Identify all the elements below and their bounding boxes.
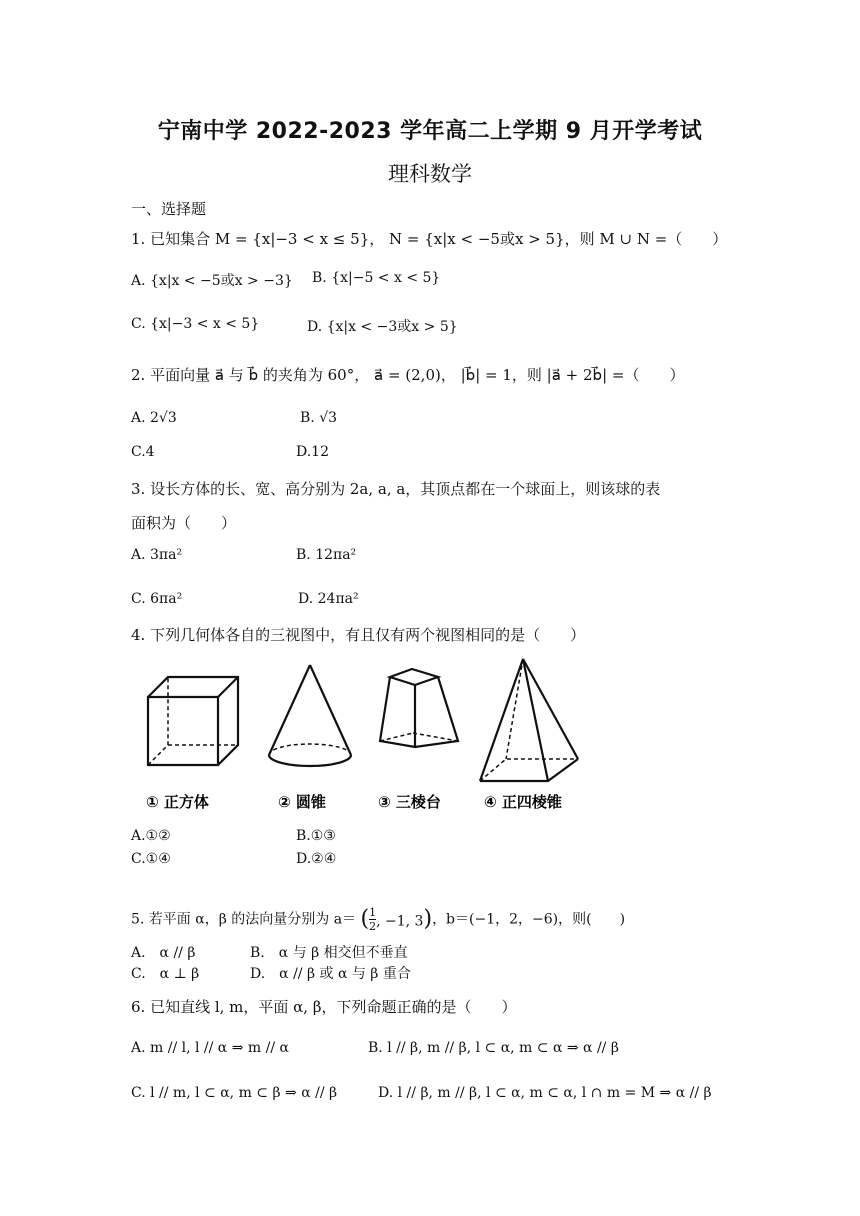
cone-drawing bbox=[269, 665, 351, 766]
section-heading: 一、选择题 bbox=[131, 200, 207, 218]
figure-label-cone: ② 圆锥 bbox=[278, 793, 326, 811]
question-1-option-d: D. {x|x < −3或x > 5} bbox=[307, 319, 458, 335]
question-4-option-c: C.①④ bbox=[131, 851, 171, 867]
question-1-option-c: C. {x|−3 < x < 5} bbox=[131, 316, 260, 332]
figure-label-frustum: ③ 三棱台 bbox=[378, 793, 441, 811]
question-5-option-b: B. α 与 β 相交但不垂直 bbox=[250, 945, 408, 961]
square-pyramid-drawing bbox=[480, 659, 578, 781]
question-5-vector-rest: , −1, 3 bbox=[376, 913, 424, 930]
question-1-option-a: A. {x|x < −5或x > −3} bbox=[131, 273, 293, 289]
frustum-drawing bbox=[380, 669, 458, 747]
question-5-frac-num: 1 bbox=[369, 906, 377, 919]
question-2-stem: 2. 平面向量 a⃗ 与 b⃗ 的夹角为 60°， a⃗ = (2,0)， |b⃗| = 1，则 |a⃗ + 2b⃗| =（ ） bbox=[131, 366, 685, 384]
question-2-option-a: A. 2√3 bbox=[131, 410, 177, 426]
cube-drawing bbox=[148, 677, 238, 765]
question-3-option-b: B. 12πa² bbox=[296, 547, 357, 563]
question-2-option-c: C.4 bbox=[131, 444, 155, 460]
exam-subtitle: 理科数学 bbox=[388, 162, 472, 186]
question-5-stem-post: ，b＝(−1，2，−6)，则( ) bbox=[432, 911, 626, 928]
figure-label-cube: ① 正方体 bbox=[146, 793, 209, 811]
question-4-option-b: B.①③ bbox=[296, 828, 336, 844]
solids-figure bbox=[128, 655, 598, 815]
question-3-stem-line2: 面积为（ ） bbox=[131, 514, 237, 532]
question-5-option-a: A. α // β bbox=[131, 945, 196, 961]
question-5-frac-den: 2 bbox=[369, 920, 377, 933]
question-5-stem bbox=[131, 906, 625, 933]
question-6-option-a: A. m // l, l // α ⇒ m // α bbox=[131, 1040, 289, 1056]
question-1-option-b: B. {x|−5 < x < 5} bbox=[312, 270, 441, 286]
question-4-option-a: A.①② bbox=[131, 828, 171, 844]
question-3-stem-line1: 3. 设长方体的长、宽、高分别为 2a, a, a，其顶点都在一个球面上，则该球的表 bbox=[131, 480, 661, 498]
figure-label-pyramid: ④ 正四棱锥 bbox=[484, 793, 562, 811]
question-2-option-b: B. √3 bbox=[300, 410, 338, 426]
question-6-option-b: B. l // β, m // β, l ⊂ α, m ⊂ α ⇒ α // β bbox=[368, 1040, 619, 1056]
question-6-stem: 6. 已知直线 l, m，平面 α, β，下列命题正确的是（ ） bbox=[131, 998, 517, 1016]
question-1-stem: 1. 已知集合 M = {x|−3 < x ≤ 5}， N = {x|x < −5或x > 5}，则 M ∪ N =（ ） bbox=[131, 230, 728, 248]
question-3-option-c: C. 6πa² bbox=[131, 591, 183, 607]
question-4-stem: 4. 下列几何体各自的三视图中，有且仅有两个视图相同的是（ ） bbox=[131, 626, 586, 644]
question-6-option-c: C. l // m, l ⊂ α, m ⊂ β ⇒ α // β bbox=[131, 1085, 338, 1101]
question-3-option-a: A. 3πa² bbox=[131, 547, 183, 563]
question-6-option-d: D. l // β, m // β, l ⊂ α, m ⊂ α, l ∩ m = M ⇒ α // β bbox=[378, 1085, 712, 1101]
exam-title: 宁南中学 2022-2023 学年高二上学期 9 月开学考试 bbox=[157, 119, 703, 144]
question-2-option-d: D.12 bbox=[296, 444, 329, 460]
question-5-option-d: D. α // β 或 α 与 β 重合 bbox=[250, 966, 411, 982]
question-5-vector: ( $\frac{1}{2}$ , −1, 3) bbox=[360, 906, 433, 933]
question-3-option-d: D. 24πa² bbox=[298, 591, 359, 607]
question-4-option-d: D.②④ bbox=[296, 851, 337, 867]
question-5-stem-pre: 5. 若平面 α，β 的法向量分别为 a＝ bbox=[131, 911, 357, 928]
question-5-option-c: C. α ⊥ β bbox=[131, 966, 200, 982]
